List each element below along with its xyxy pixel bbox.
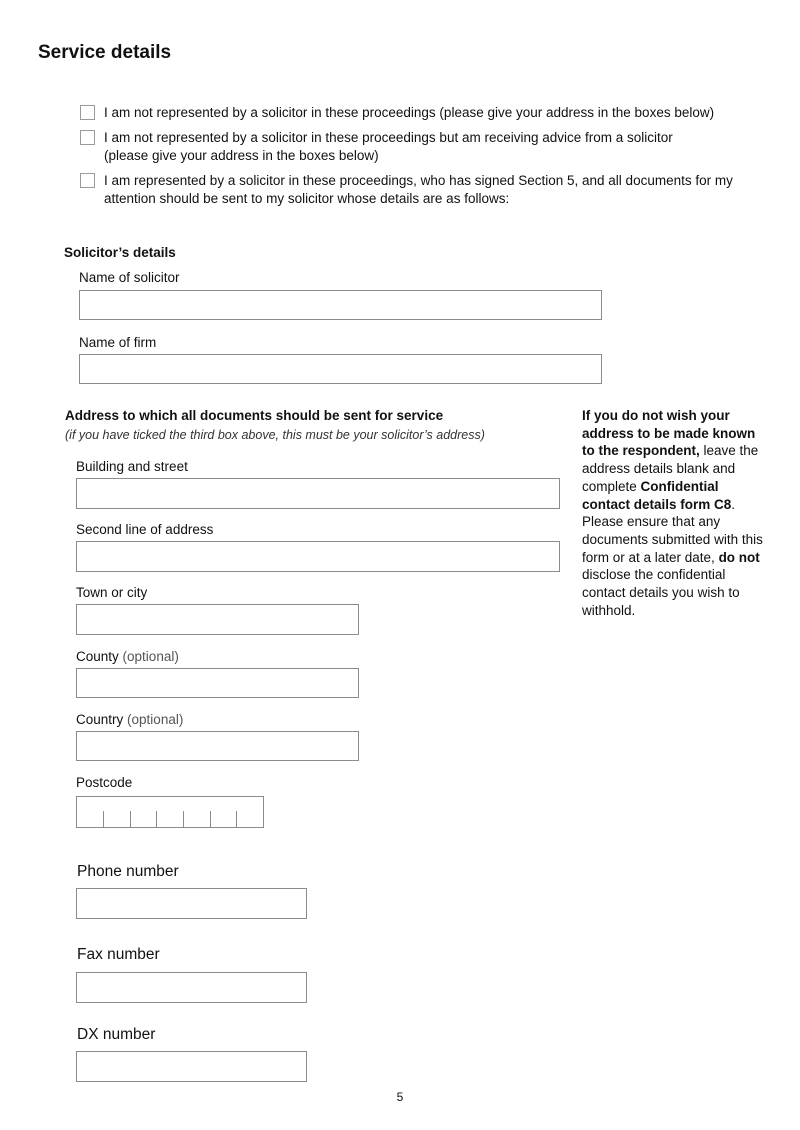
note-bold-3: do not — [718, 549, 760, 565]
country-optional-text: (optional) — [127, 712, 184, 727]
town-field[interactable] — [76, 604, 359, 635]
phone-label: Phone number — [77, 863, 179, 880]
address-heading: Address to which all documents should be sent for service — [65, 408, 444, 423]
option-label: I am not represented by a solicitor in these proceedings (please give your address in the boxes below) — [104, 105, 715, 120]
solicitor-heading: Solicitor’s details — [64, 245, 176, 260]
page-title: Service details — [38, 42, 172, 63]
county-field[interactable] — [76, 668, 359, 698]
solicitor-name-field[interactable] — [79, 290, 602, 320]
option-label: I am not represented by a solicitor in these proceedings but am receiving advice from a solicitor (please give your address in the boxes below) — [104, 130, 673, 163]
note-text-3: disclose the confidential contact details you wish to withhold. — [582, 567, 740, 618]
postcode-divider — [130, 811, 131, 827]
phone-field[interactable] — [76, 888, 307, 919]
town-label: Town or city — [76, 585, 148, 600]
firm-name-label: Name of firm — [79, 335, 157, 350]
country-label-text: Country — [76, 712, 124, 727]
address-note: (if you have ticked the third box above, this must be your solicitor’s address) — [65, 428, 485, 442]
address-line2-label: Second line of address — [76, 522, 214, 537]
note-bold-2: Confidential contact details form C8 — [582, 478, 732, 512]
postcode-divider — [236, 811, 237, 827]
fax-field[interactable] — [76, 972, 307, 1003]
county-optional-text: (optional) — [122, 649, 179, 664]
option-label: I am represented by a solicitor in these proceedings, who has signed Section 5, and all documents for my attention should be sent to my solicitor whose details are as follows: — [104, 173, 733, 206]
note-text-1: leave the address details blank and complete — [582, 443, 759, 494]
note-text-2: . Please ensure that any documents submitted with this form or at a later date, — [582, 496, 763, 565]
building-label: Building and street — [76, 459, 188, 474]
county-label-text: County — [76, 649, 119, 664]
country-field[interactable] — [76, 731, 359, 761]
county-label — [76, 649, 179, 664]
page-number: 5 — [396, 1090, 404, 1104]
dx-label: DX number — [77, 1026, 156, 1043]
checkbox-not-represented[interactable] — [80, 105, 95, 120]
postcode-divider — [210, 811, 211, 827]
firm-name-field[interactable] — [79, 354, 602, 384]
building-field[interactable] — [76, 478, 560, 509]
checkbox-represented[interactable] — [80, 173, 95, 188]
note-bold-1: If you do not wish your address to be made known to the respondent, — [582, 408, 756, 459]
address-line2-field[interactable] — [76, 541, 560, 572]
postcode-divider — [103, 811, 104, 827]
country-label — [76, 712, 183, 727]
postcode-label: Postcode — [76, 775, 133, 790]
postcode-divider — [183, 811, 184, 827]
postcode-field[interactable] — [76, 796, 264, 828]
dx-field[interactable] — [76, 1051, 307, 1082]
solicitor-name-label: Name of solicitor — [79, 270, 180, 285]
postcode-divider — [156, 811, 157, 827]
checkbox-receiving-advice[interactable] — [80, 130, 95, 145]
fax-label: Fax number — [77, 946, 160, 963]
confidentiality-note — [582, 407, 768, 619]
